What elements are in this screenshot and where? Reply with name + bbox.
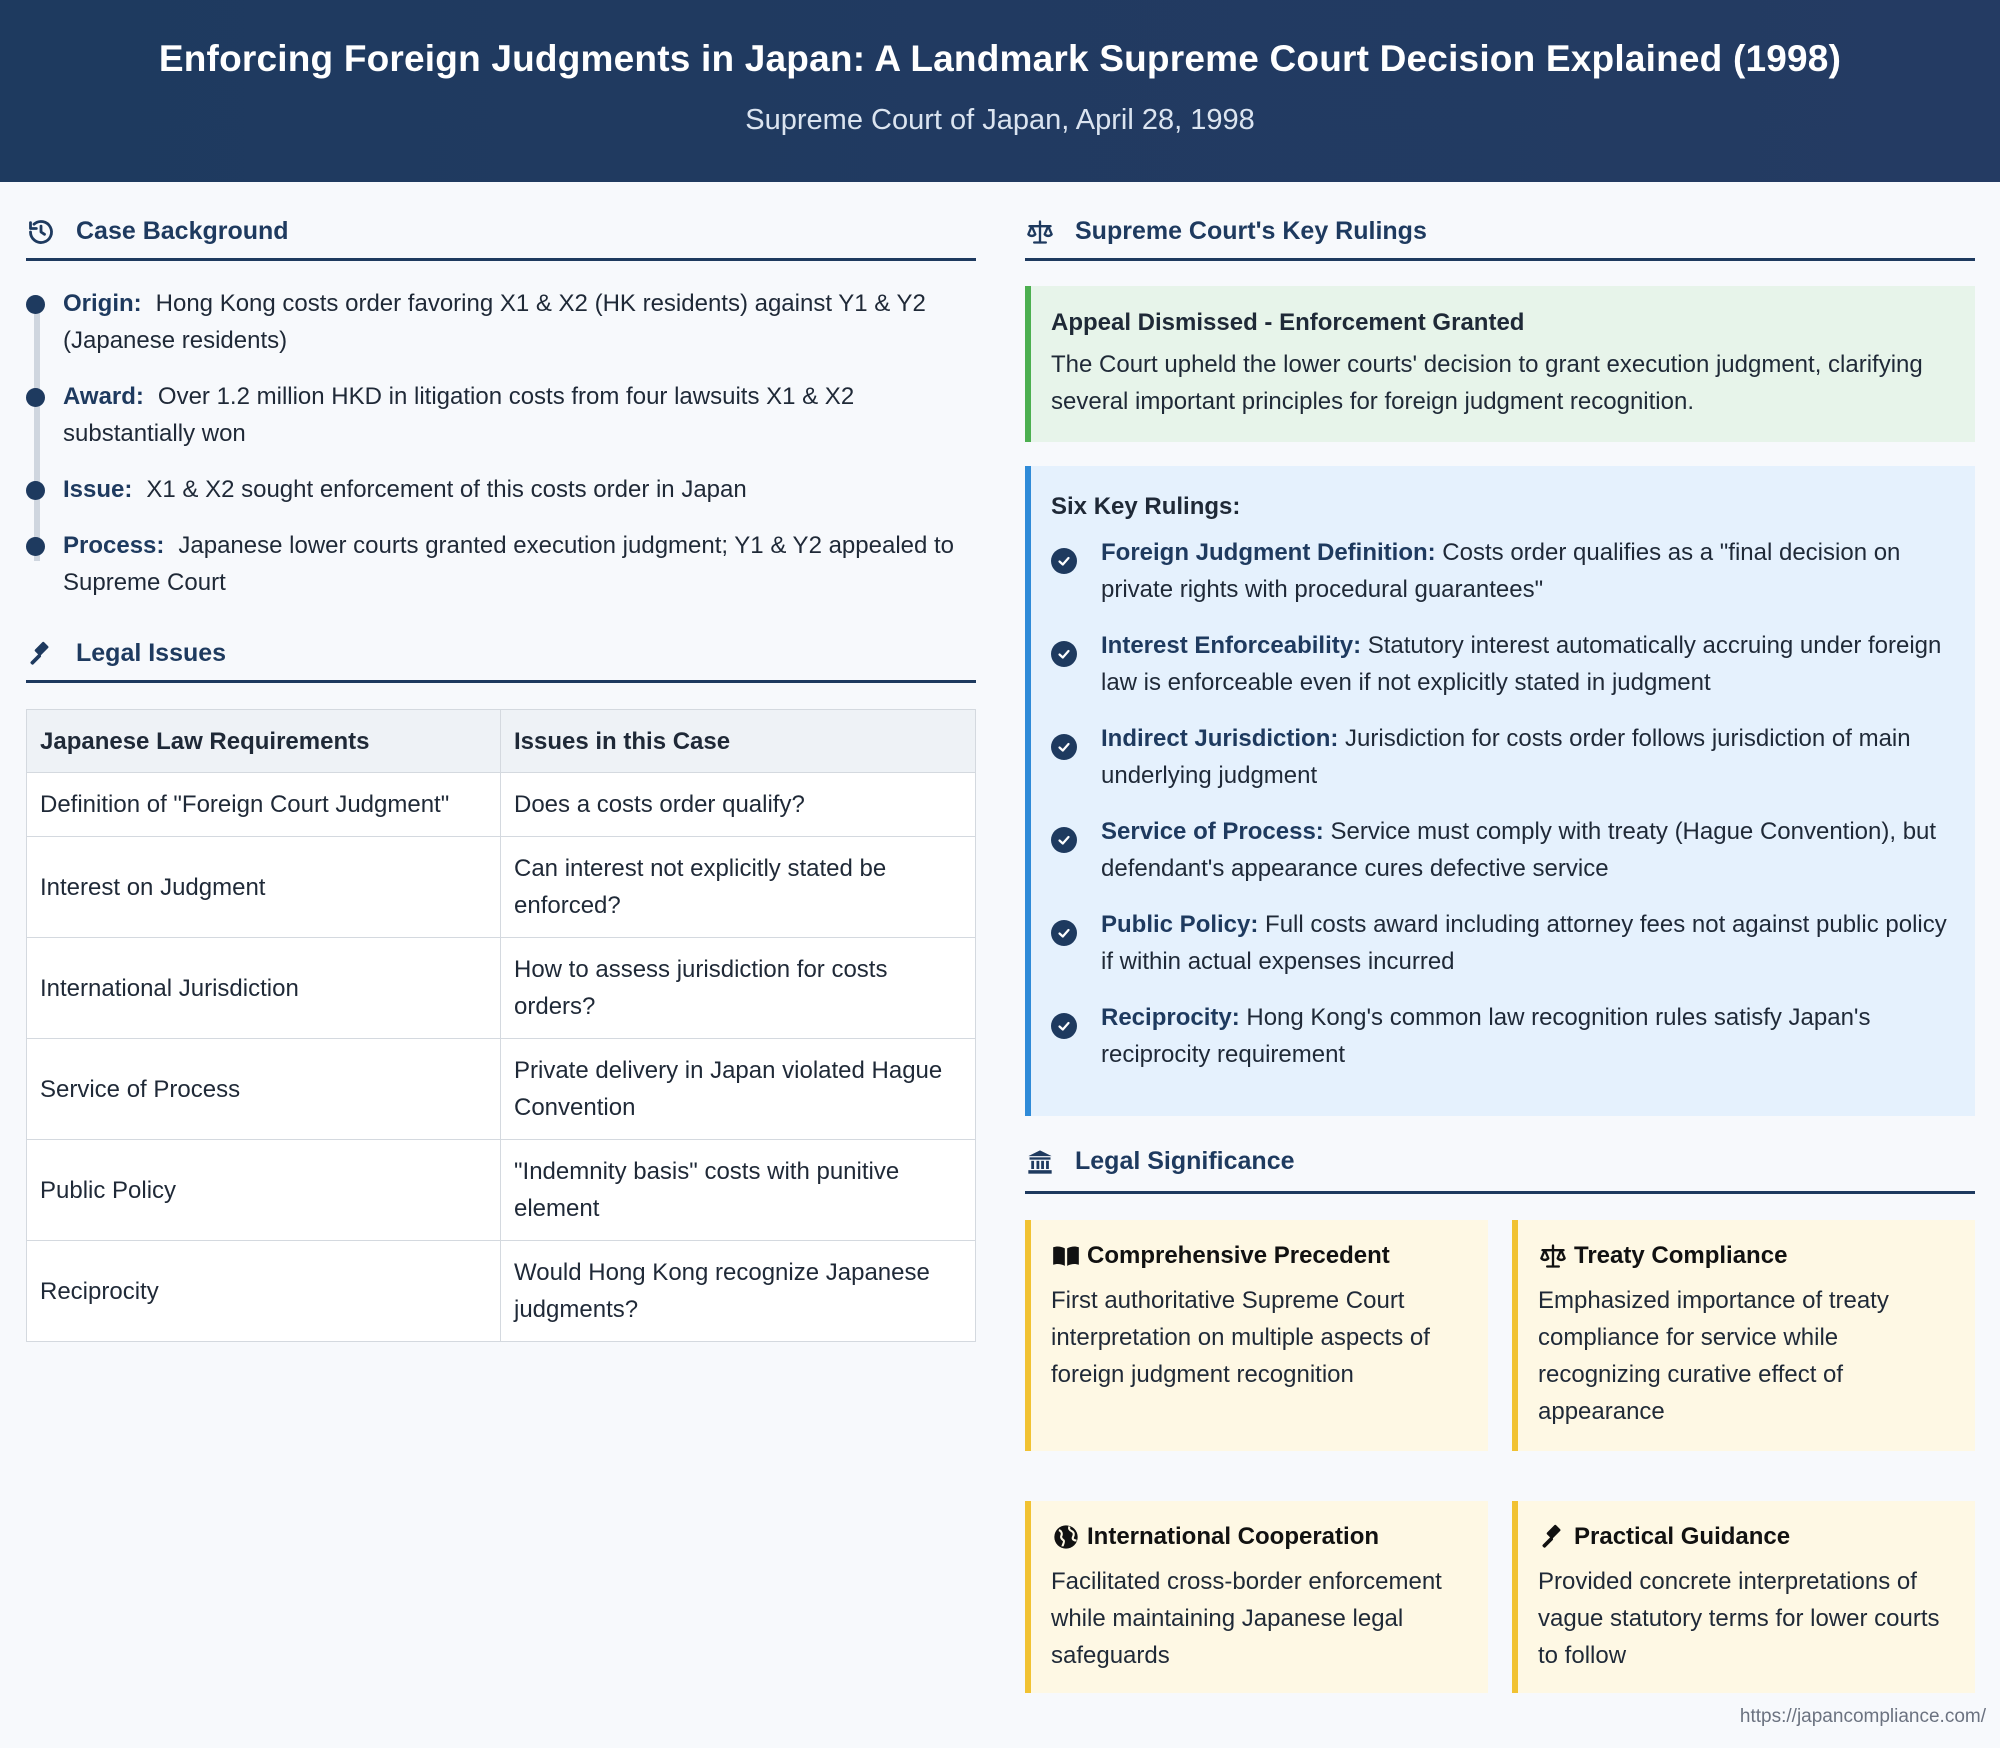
section-legal-significance: [1025, 1132, 1975, 1194]
significance-card-precedent: [1025, 1220, 1488, 1451]
timeline-dot: [26, 481, 45, 500]
section-title-text: Legal Significance: [1075, 1147, 1295, 1175]
table-cell: Does a costs order qualify?: [501, 773, 976, 837]
check-circle-icon: [1051, 920, 1077, 946]
table-cell: International Jurisdiction: [27, 938, 501, 1039]
table-row: [27, 1241, 976, 1342]
rulings-box: [1025, 466, 1975, 1116]
page-header: [0, 0, 2000, 182]
ruling-item: [1051, 999, 1955, 1073]
ruling-label: Reciprocity:: [1101, 1004, 1240, 1031]
card-text: Facilitated cross-border enforcement while maintaining Japanese legal safeguards: [1051, 1568, 1442, 1669]
page-title: Enforcing Foreign Judgments in Japan: A Landmark Supreme Court Decision Explained (1998): [158, 38, 1842, 79]
timeline-label: Process:: [63, 532, 165, 559]
card-title-text: International Cooperation: [1087, 1523, 1380, 1550]
timeline-item-award: [26, 378, 986, 452]
section-key-rulings: [1025, 205, 1975, 261]
ruling-text: Hong Kong's common law recognition rules satisfy Japan's reciprocity requirement: [1101, 1004, 1871, 1068]
outcome-text: The Court upheld the lower courts' decision to grant execution judgment, clarifying several important principles for foreign judgment recognition.: [1051, 351, 1923, 415]
significance-card-cooperation: [1025, 1501, 1488, 1693]
table-cell: Definition of "Foreign Court Judgment": [27, 773, 501, 837]
ruling-label: Foreign Judgment Definition:: [1101, 539, 1436, 566]
card-title: [1538, 1521, 1957, 1553]
timeline-item-issue: [26, 471, 986, 508]
check-circle-icon: [1051, 827, 1077, 853]
globe-icon: [1051, 1522, 1081, 1552]
ruling-text: Service must comply with treaty (Hague Convention), but defendant's appearance cures defective service: [1101, 818, 1937, 882]
gavel-icon: [26, 639, 56, 669]
table-cell: Public Policy: [27, 1140, 501, 1241]
table-cell: "Indemnity basis" costs with punitive element: [501, 1140, 976, 1241]
timeline-text: X1 & X2 sought enforcement of this costs order in Japan: [146, 476, 747, 503]
check-circle-icon: [1051, 1013, 1077, 1039]
table-cell: Reciprocity: [27, 1241, 501, 1342]
table-cell: Would Hong Kong recognize Japanese judgments?: [501, 1241, 976, 1342]
section-title-text: Supreme Court's Key Rulings: [1075, 217, 1427, 245]
outcome-box: [1025, 286, 1975, 442]
table-cell: How to assess jurisdiction for costs orders?: [501, 938, 976, 1039]
card-title-text: Comprehensive Precedent: [1087, 1242, 1390, 1269]
ruling-text: Costs order qualifies as a "final decision on private rights with procedural guarantees": [1101, 539, 1901, 603]
card-title: [1538, 1240, 1957, 1272]
card-text: First authoritative Supreme Court interpretation on multiple aspects of foreign judgment recognition: [1051, 1287, 1430, 1388]
ruling-item: [1051, 534, 1955, 608]
page-subtitle: Supreme Court of Japan, April 28, 1998: [745, 104, 1255, 136]
gavel-icon: [1538, 1522, 1568, 1552]
timeline-text: Hong Kong costs order favoring X1 & X2 (HK residents) against Y1 & Y2 (Japanese residents): [63, 290, 926, 354]
timeline-label: Issue:: [63, 476, 133, 503]
table-row: [27, 1039, 976, 1140]
check-circle-icon: [1051, 734, 1077, 760]
timeline-text: Japanese lower courts granted execution judgment; Y1 & Y2 appealed to Supreme Court: [63, 532, 955, 596]
timeline-dot: [26, 295, 45, 314]
book-open-icon: [1051, 1241, 1081, 1271]
card-text: Emphasized importance of treaty compliance for service while recognizing curative effect of appearance: [1538, 1287, 1889, 1425]
card-text: Provided concrete interpretations of vague statutory terms for lower courts to follow: [1538, 1568, 1940, 1669]
footer-url: https://japancompliance.com/: [1739, 1706, 1986, 1727]
card-title-text: Practical Guidance: [1574, 1523, 1791, 1550]
ruling-text: Full costs award including attorney fees not against public policy if within actual expenses incurred: [1101, 911, 1947, 975]
check-circle-icon: [1051, 548, 1077, 574]
ruling-item: [1051, 813, 1955, 887]
table-header: Japanese Law Requirements: [27, 710, 501, 773]
timeline-dot: [26, 537, 45, 556]
significance-card-guidance: [1512, 1501, 1975, 1693]
background-timeline: [26, 285, 986, 620]
table-header-row: [27, 710, 976, 773]
section-legal-issues: [26, 627, 976, 683]
ruling-label: Indirect Jurisdiction:: [1101, 725, 1339, 752]
ruling-item: [1051, 720, 1955, 794]
timeline-label: Origin:: [63, 290, 142, 317]
table-row: [27, 1140, 976, 1241]
table-cell: Service of Process: [27, 1039, 501, 1140]
ruling-label: Interest Enforceability:: [1101, 632, 1362, 659]
card-title-text: Treaty Compliance: [1574, 1242, 1788, 1269]
table-cell: Interest on Judgment: [27, 837, 501, 938]
table-cell: Private delivery in Japan violated Hague Convention: [501, 1039, 976, 1140]
card-title: [1051, 1521, 1470, 1553]
ruling-label: Service of Process:: [1101, 818, 1324, 845]
timeline-item-origin: [26, 285, 986, 359]
ruling-label: Public Policy:: [1101, 911, 1259, 938]
section-title-text: Legal Issues: [76, 639, 227, 667]
scale-icon: [1538, 1241, 1568, 1271]
timeline-dot: [26, 388, 45, 407]
ruling-text: Jurisdiction for costs order follows jurisdiction of main underlying judgment: [1101, 725, 1911, 789]
timeline-label: Award:: [63, 383, 144, 410]
table-row: [27, 837, 976, 938]
legal-issues-table: [26, 709, 976, 1342]
check-circle-icon: [1051, 641, 1077, 667]
section-case-background: [26, 205, 976, 261]
timeline-text: Over 1.2 million HKD in litigation costs from four lawsuits X1 & X2 substantially won: [63, 383, 855, 447]
outcome-title: Appeal Dismissed - Enforcement Granted: [1051, 309, 1525, 336]
table-row: [27, 773, 976, 837]
section-title-text: Case Background: [76, 217, 289, 245]
scale-icon: [1025, 217, 1055, 247]
ruling-item: [1051, 627, 1955, 701]
significance-card-treaty: [1512, 1220, 1975, 1451]
ruling-text: Statutory interest automatically accruing under foreign law is enforceable even if not explicitly stated in judgment: [1101, 632, 1942, 696]
landmark-icon: [1025, 1147, 1055, 1177]
ruling-item: [1051, 906, 1955, 980]
timeline-item-process: [26, 527, 986, 601]
table-header: Issues in this Case: [501, 710, 976, 773]
card-title: [1051, 1240, 1470, 1272]
history-icon: [26, 217, 56, 247]
table-cell: Can interest not explicitly stated be enforced?: [501, 837, 976, 938]
rulings-list-title: Six Key Rulings:: [1051, 493, 1241, 520]
table-row: [27, 938, 976, 1039]
